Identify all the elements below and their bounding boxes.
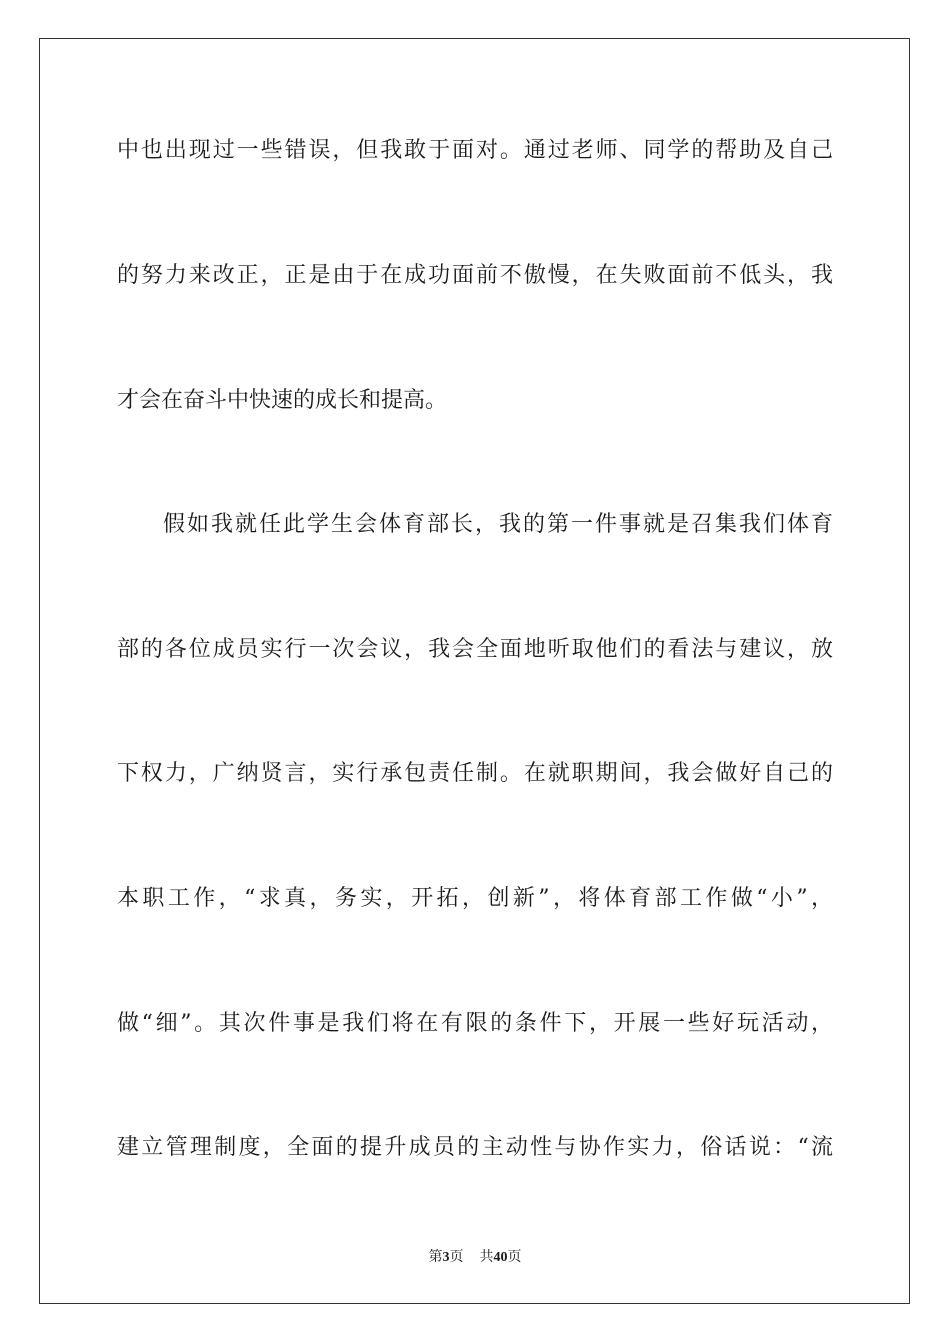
total-pages: 40 bbox=[493, 1250, 508, 1265]
text-line: 部的各位成员实行一次会议，我会全面地听取他们的看法与建议，放 bbox=[117, 637, 833, 662]
total-prefix: 共 bbox=[479, 1249, 494, 1265]
page-number: 3 bbox=[442, 1250, 450, 1265]
text-line: 做“细”。其次件事是我们将在有限的条件下，开展一些好玩活动， bbox=[117, 1011, 833, 1036]
text-line: 的努力来改正，正是由于在成功面前不傲慢，在失败面前不低头，我 bbox=[117, 263, 833, 288]
page-prefix: 第 bbox=[428, 1249, 443, 1265]
page-border bbox=[39, 38, 910, 1304]
text-line: 建立管理制度，全面的提升成员的主动性与协作实力，俗话说：“流 bbox=[117, 1135, 833, 1160]
page-footer bbox=[0, 1247, 950, 1268]
paragraph-first-line: 假如我就任此学生会体育部长，我的第一件事就是召集我们体育 bbox=[163, 512, 833, 537]
text-line: 下权力，广纳贤言，实行承包责任制。在就职期间，我会做好自己的 bbox=[117, 761, 833, 786]
total-suffix: 页 bbox=[507, 1249, 522, 1265]
text-line: 本职工作，“求真，务实，开拓，创新”，将体育部工作做“小”， bbox=[117, 886, 833, 911]
text-line: 中也出现过一些错误，但我敢于面对。通过老师、同学的帮助及自己 bbox=[117, 138, 833, 163]
page-suffix: 页 bbox=[449, 1249, 464, 1265]
text-line: 才会在奋斗中快速的成长和提高。 bbox=[117, 388, 448, 413]
